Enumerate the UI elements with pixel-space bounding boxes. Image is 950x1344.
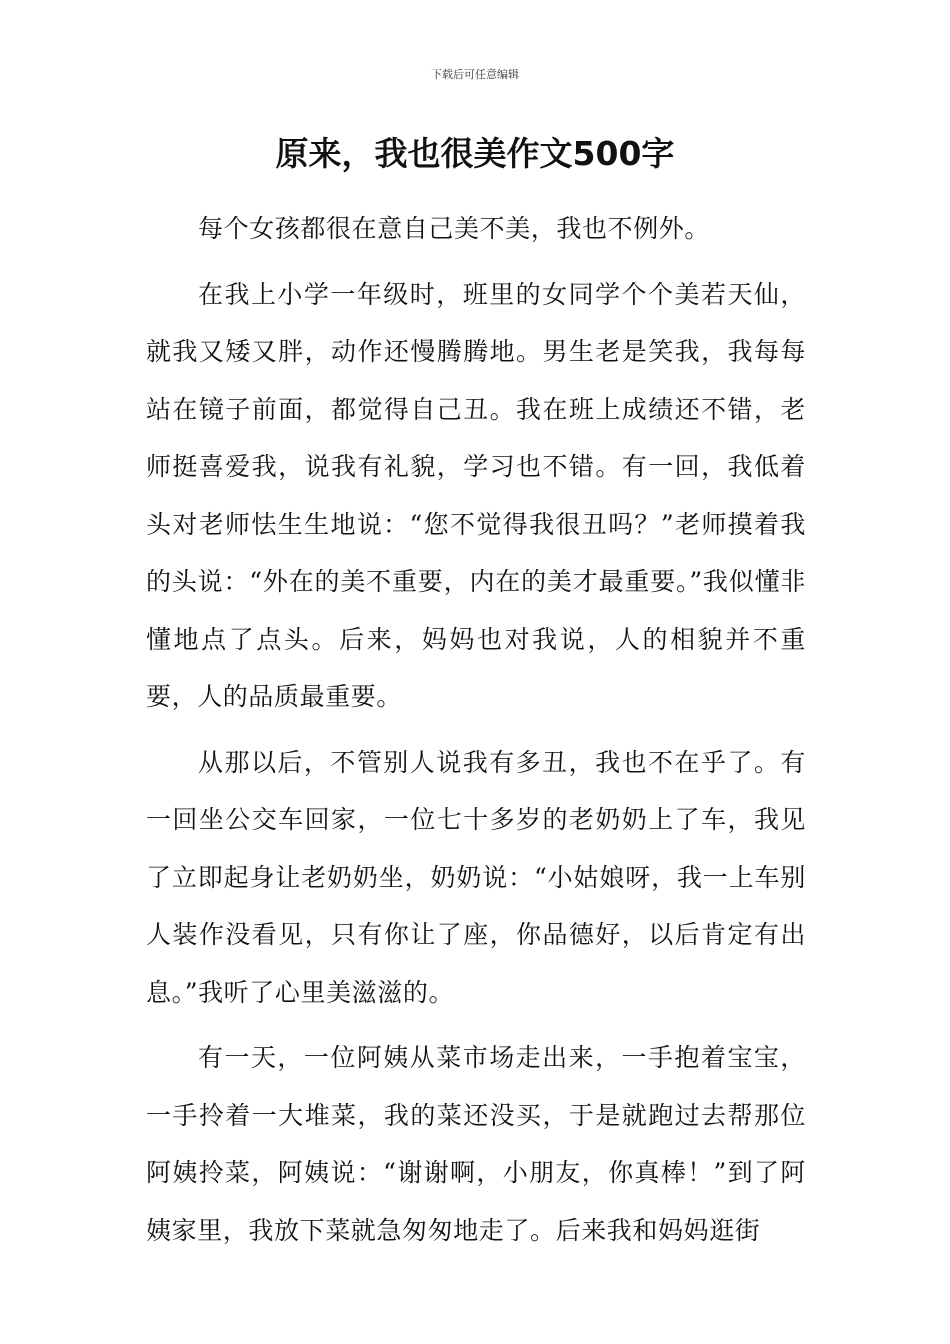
paragraph: 在我上小学一年级时，班里的女同学个个美若天仙，就我又矮又胖，动作还慢腾腾地。男生老是笑我，我每每站在镜子前面，都觉得自己丑。我在班上成绩还不错，老师挺喜爱我，说我有礼貌，学习也不错。有一回，我低着头对老师怯生生地说：“您不觉得我很丑吗？”老师摸着我的头说：“外在的美不重要，内在的美才最重要。”我似懂非懂地点了点头。后来，妈妈也对我说，人的相貌并不重要，人的品质最重要。 [146, 279, 806, 711]
paragraph: 有一天，一位阿姨从菜市场走出来，一手抱着宝宝，一手拎着一大堆菜，我的菜还没买，于是就跑过去帮那位阿姨拎菜，阿姨说：“谢谢啊，小朋友，你真棒！”到了阿姨家里，我放下菜就急匆匆地走了。后来我和妈妈逛街 [146, 1043, 806, 1245]
paragraph: 每个女孩都很在意自己美不美，我也不例外。 [198, 214, 711, 243]
header-note: 下载后可任意编辑 [431, 68, 519, 81]
page-title: 原来，我也很美作文500字 [275, 134, 675, 173]
essay-body [146, 200, 806, 1267]
paragraph: 从那以后，不管别人说我有多丑，我也不在乎了。有一回坐公交车回家，一位七十多岁的老奶奶上了车，我见了立即起身让老奶奶坐，奶奶说：“小姑娘呀，我一上车别人装作没看见，只有你让了座，你品德好，以后肯定有出息。”我听了心里美滋滋的。 [146, 747, 806, 1007]
